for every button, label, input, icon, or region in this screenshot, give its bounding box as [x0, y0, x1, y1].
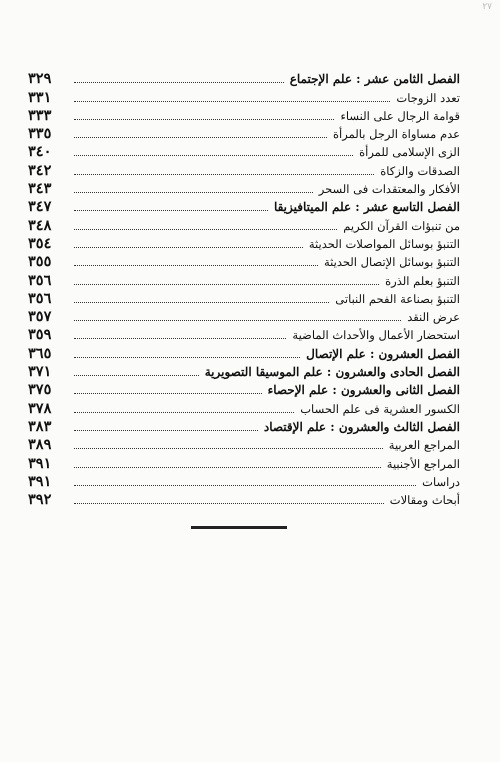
dot-leader — [74, 393, 262, 394]
toc-page-number: ٣٧٥ — [28, 381, 52, 399]
toc-page-number: ٣٣٥ — [28, 125, 52, 143]
toc-entry-title: الزى الإسلامى للمرأة — [359, 145, 460, 160]
toc-page-number: ٣٤٧ — [28, 198, 52, 216]
toc-chapter-row — [28, 381, 460, 399]
toc-page-number: ٣٥٧ — [28, 308, 52, 326]
toc-chapter-row — [28, 363, 460, 381]
toc-entry-title: الفصل الثالث والعشرون : علم الإقتصاد — [263, 419, 460, 434]
dot-leader — [74, 174, 374, 175]
toc-entry-title: الفصل العشرون : علم الإتصال — [306, 346, 460, 361]
toc-entry-row — [28, 436, 460, 454]
toc-entry-title: الأفكار والمعتقدات فى السحر — [318, 182, 460, 197]
toc-entry-title: الفصل الحادى والعشرون : علم الموسيقا التصويرية — [204, 365, 460, 380]
dot-leader — [74, 338, 286, 339]
dot-leader — [74, 155, 353, 156]
toc-page-number: ٣٩١ — [28, 454, 52, 472]
toc-entry-title: دراسات — [422, 474, 460, 489]
toc-chapter-row — [28, 198, 460, 216]
toc-chapter-row — [28, 70, 460, 88]
toc-page-number: ٣٩١ — [28, 472, 52, 490]
toc-entry-row — [28, 271, 460, 289]
toc-entry-row — [28, 180, 460, 198]
toc-page-number: ٣٢٩ — [28, 70, 52, 88]
toc-entry-row — [28, 454, 460, 472]
dot-leader — [74, 265, 318, 266]
dot-leader — [74, 320, 401, 321]
dot-leader — [74, 210, 268, 211]
toc-entry-title: التنبؤ بصناعة الفحم النباتى — [335, 291, 460, 306]
toc-entry-title: عرض النقد — [407, 310, 460, 325]
toc-entry-row — [28, 473, 460, 491]
dot-leader — [74, 448, 383, 449]
dot-leader — [74, 119, 334, 120]
toc-entry-row — [28, 216, 460, 234]
toc-entry-title: عدم مساواة الرجل بالمرأة — [333, 127, 460, 142]
dot-leader — [74, 192, 313, 193]
toc-chapter-row — [28, 418, 460, 436]
dot-leader — [74, 302, 329, 303]
dot-leader — [74, 137, 327, 138]
toc-entry-row — [28, 107, 460, 125]
toc-page-number: ٣٤٨ — [28, 216, 52, 234]
toc-entry-row — [28, 399, 460, 417]
toc-page-number: ٣٦٥ — [28, 344, 52, 362]
toc-entry-title: الصدقات والزكاة — [380, 163, 460, 178]
toc-page-number: ٣٤٣ — [28, 180, 52, 198]
toc-entry-title: الكسور العشرية فى علم الحساب — [300, 401, 460, 416]
toc-page-number: ٣٥٥ — [28, 253, 52, 271]
toc-entry-title: قوامة الرجال على النساء — [340, 108, 460, 123]
toc-entry-row — [28, 308, 460, 326]
dot-leader — [74, 284, 379, 285]
dot-leader — [74, 412, 294, 413]
toc-entry-title: المراجع العربية — [388, 438, 460, 453]
toc-entry-title: الفصل الثانى والعشرون : علم الإحصاء — [267, 383, 460, 398]
toc-entry-title: التنبؤ بعلم الذرة — [385, 273, 460, 288]
toc-entry-row — [28, 125, 460, 143]
toc-entry-title: التنبؤ بوسائل المواصلات الحديثة — [308, 236, 460, 251]
dot-leader — [74, 430, 258, 431]
closing-rule — [191, 526, 287, 529]
toc-entry-row — [28, 253, 460, 271]
dot-leader — [74, 82, 284, 83]
toc-page-number: ٣٥٦ — [28, 271, 52, 289]
toc-entry-row — [28, 235, 460, 253]
toc-entry-title: من تنبؤات القرآن الكريم — [343, 218, 460, 233]
dot-leader — [74, 247, 303, 248]
toc-entry-title: أبحاث ومقالات — [389, 493, 460, 508]
toc-entry-row — [28, 88, 460, 106]
toc-entry-row — [28, 161, 460, 179]
toc-entry-title: استحضار الأعمال والأحداث الماضية — [292, 328, 460, 343]
toc-page-number: ٣٥٦ — [28, 289, 52, 307]
dot-leader — [74, 503, 384, 504]
toc-entry-row — [28, 491, 460, 509]
dot-leader — [74, 357, 300, 358]
toc-page-number: ٣٧١ — [28, 363, 52, 381]
toc-page-number: ٣٨٣ — [28, 417, 52, 435]
toc-page-number: ٣٤٢ — [28, 161, 52, 179]
dot-leader — [74, 375, 199, 376]
toc-page-number: ٣٧٨ — [28, 399, 52, 417]
toc-page-number: ٣٥٩ — [28, 326, 52, 344]
toc-entry-row — [28, 326, 460, 344]
toc-entry-row — [28, 143, 460, 161]
toc-entry-title: الفصل الثامن عشر : علم الإجتماع — [289, 72, 460, 87]
toc-page-number: ٣٥٤ — [28, 234, 52, 252]
toc-page-number: ٣٨٩ — [28, 436, 52, 454]
corner-mark: ٢٧ — [482, 2, 492, 12]
toc-page-number: ٣٤٠ — [28, 143, 52, 161]
toc-entry-title: الفصل التاسع عشر : علم الميتافيزيقا — [273, 200, 460, 215]
toc-entry-title: تعدد الزوجات — [396, 90, 460, 105]
dot-leader — [74, 467, 381, 468]
toc-page-number: ٣٣١ — [28, 88, 52, 106]
dot-leader — [74, 101, 390, 102]
dot-leader — [74, 229, 337, 230]
toc-entry-row — [28, 290, 460, 308]
toc-chapter-row — [28, 344, 460, 362]
toc-page-number: ٣٣٣ — [28, 106, 52, 124]
toc-page-number: ٣٩٢ — [28, 491, 52, 509]
dot-leader — [74, 485, 416, 486]
toc-entry-title: المراجع الأجنبية — [386, 456, 460, 471]
toc-entry-title: التنبؤ بوسائل الإتصال الحديثة — [324, 255, 460, 270]
table-of-contents — [28, 70, 460, 509]
